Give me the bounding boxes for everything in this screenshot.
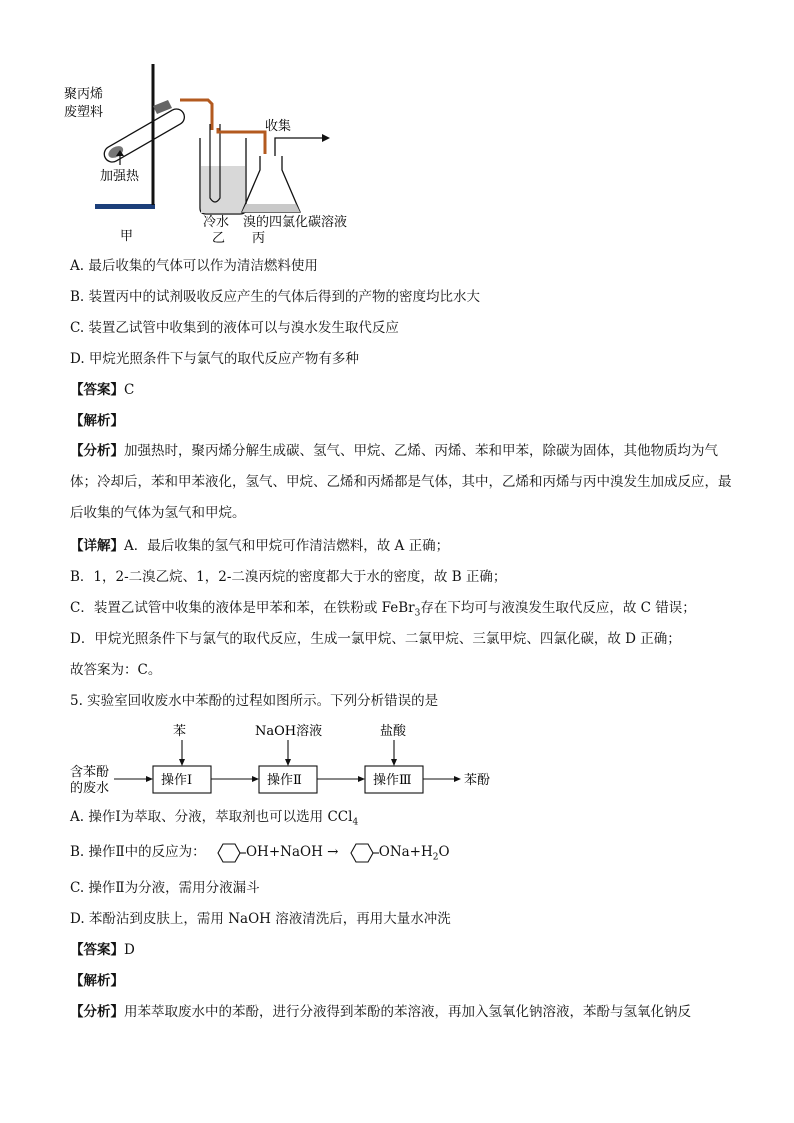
reagent-3-arrow-head	[391, 759, 397, 766]
stand-base	[95, 204, 155, 209]
q5-option-b	[70, 840, 450, 870]
option-a-sub: 4	[352, 817, 359, 828]
option-b-sub: 2	[432, 852, 439, 863]
q5-analysis-paragraph	[70, 1003, 691, 1021]
flow-arrow-4-head	[454, 776, 461, 782]
q4-conclusion: 故答案为：C。	[70, 662, 162, 678]
q5-analysis-tag	[70, 972, 124, 990]
fenxi-text: 加强热时，聚丙烯分解生成碳、氢气、甲烷、乙烯、丙烯、苯和甲苯，除碳为固体，其他物质均为气体；冷却后，苯和甲苯液化，氢气、甲烷、乙烯和丙烯都是气体，其中，乙烯和丙烯与丙中溴发生加成反应，最后收集的气体为氢气和甲烷。	[70, 443, 732, 521]
flow-input-2: 的废水	[70, 781, 110, 796]
label-bing: 丙	[252, 231, 266, 246]
answer-value: D	[124, 942, 135, 958]
apparatus-figure	[60, 58, 380, 248]
flow-op-2: 操作Ⅱ	[267, 773, 302, 788]
apparatus-diagram	[60, 58, 380, 248]
flow-reagent-3: 盐酸	[380, 724, 407, 739]
q4-option-b: B. 装置丙中的试剂吸收反应产生的气体后得到的产物的密度均比水大	[70, 289, 481, 305]
q4-detail-b: B．1，2-二溴乙烷、1，2-二溴丙烷的密度都大于水的密度，故 B 正确；	[70, 569, 507, 585]
label-br-solution: 溴的四氯化碳溶液	[243, 215, 348, 230]
q4-option-c: C. 装置乙试管中收集到的液体可以与溴水发生取代反应	[70, 320, 399, 336]
analysis-tag: 【解析】	[70, 973, 124, 989]
bromine-solution	[242, 204, 300, 212]
q4-detail-a	[70, 537, 449, 555]
flask-bing	[242, 156, 300, 212]
flow-op-3: 操作Ⅲ	[373, 773, 412, 788]
q4-option-d: D. 甲烷光照条件下与氯气的取代反应产物有多种	[70, 351, 359, 367]
benzene-ring-icon	[343, 841, 379, 865]
q4-detail-d: D．甲烷光照条件下与氯气的取代反应，生成一氯甲烷、二氯甲烷、三氯甲烷、四氯化碳，故 D 正确；	[70, 631, 681, 647]
q4-option-a: A. 最后收集的气体可以作为清洁燃料使用	[70, 258, 318, 274]
analysis-tag: 【解析】	[70, 413, 124, 429]
flow-input-1: 含苯酚	[70, 765, 110, 780]
option-b-mid: OH+NaOH →	[245, 844, 339, 860]
benzene-ring-icon	[210, 841, 246, 865]
label-jia: 甲	[120, 229, 134, 244]
detail-a-text: A．最后收集的氢气和甲烷可作清洁燃料，故 A 正确；	[124, 538, 450, 554]
flow-figure	[70, 718, 510, 802]
flow-output: 苯酚	[464, 773, 491, 788]
flow-op-1: 操作Ⅰ	[161, 773, 193, 788]
flow-reagent-1: 苯	[173, 724, 187, 739]
fenxi-tag: 【分析】	[70, 1004, 124, 1020]
q5-option-a	[70, 808, 358, 832]
label-yi: 乙	[212, 231, 226, 246]
option-b-prefix: B. 操作Ⅱ中的反应为：	[70, 844, 206, 860]
flow-arrow-1-head	[146, 776, 153, 782]
label-plastic-2: 废塑料	[64, 105, 104, 120]
xiangjie-tag: 【详解】	[70, 538, 124, 554]
option-b-end-2: O	[438, 844, 450, 860]
option-b-end-1: ONa+H	[378, 844, 433, 860]
q5-option-d: D. 苯酚沾到皮肤上，需用 NaOH 溶液清洗后，再用大量水冲洗	[70, 911, 451, 927]
answer-value: C	[124, 382, 135, 398]
reagent-1-arrow-head	[179, 759, 185, 766]
q4-detail-c	[70, 599, 696, 623]
reagent-2-arrow-head	[285, 759, 291, 766]
flow-arrow-2-head	[252, 776, 259, 782]
detail-c-text-1: C．装置乙试管中收集的液体是甲苯和苯，在铁粉或 FeBr	[70, 600, 415, 616]
heated-tube	[101, 106, 187, 165]
option-a-text: A. 操作Ⅰ为萃取、分液，萃取剂也可以选用 CCl	[70, 809, 353, 825]
q4-answer	[70, 381, 134, 399]
q4-analysis-paragraph	[70, 436, 732, 529]
detail-c-text-2: 存在下均可与液溴发生取代反应，故 C 错误；	[420, 600, 696, 616]
flow-arrow-3-head	[358, 776, 365, 782]
collect-arrow	[322, 134, 330, 142]
answer-tag: 【答案】	[70, 382, 124, 398]
label-heat: 加强热	[100, 169, 140, 184]
q5-option-c: C. 操作Ⅱ为分液，需用分液漏斗	[70, 880, 260, 896]
q4-analysis-tag	[70, 412, 124, 430]
flow-reagent-2: NaOH溶液	[255, 724, 323, 739]
answer-tag: 【答案】	[70, 942, 124, 958]
outlet-tube	[275, 138, 322, 156]
fenxi-text: 用苯萃取废水中的苯酚，进行分液得到苯酚的苯溶液，再加入氢氧化钠溶液，苯酚与氢氧化钠反	[124, 1004, 691, 1020]
fenxi-tag: 【分析】	[70, 443, 124, 459]
label-plastic-1: 聚丙烯	[64, 87, 104, 102]
delivery-tube-2	[218, 128, 265, 154]
q5-answer	[70, 941, 135, 959]
q5-stem: 5. 实验室回收废水中苯酚的过程如图所示。下列分析错误的是	[70, 693, 439, 709]
label-cold-water: 冷水	[203, 215, 230, 230]
cold-water	[201, 166, 245, 213]
detail-c-sub: 3	[414, 608, 421, 619]
label-collect: 收集	[265, 119, 292, 134]
flow-diagram	[70, 718, 510, 802]
